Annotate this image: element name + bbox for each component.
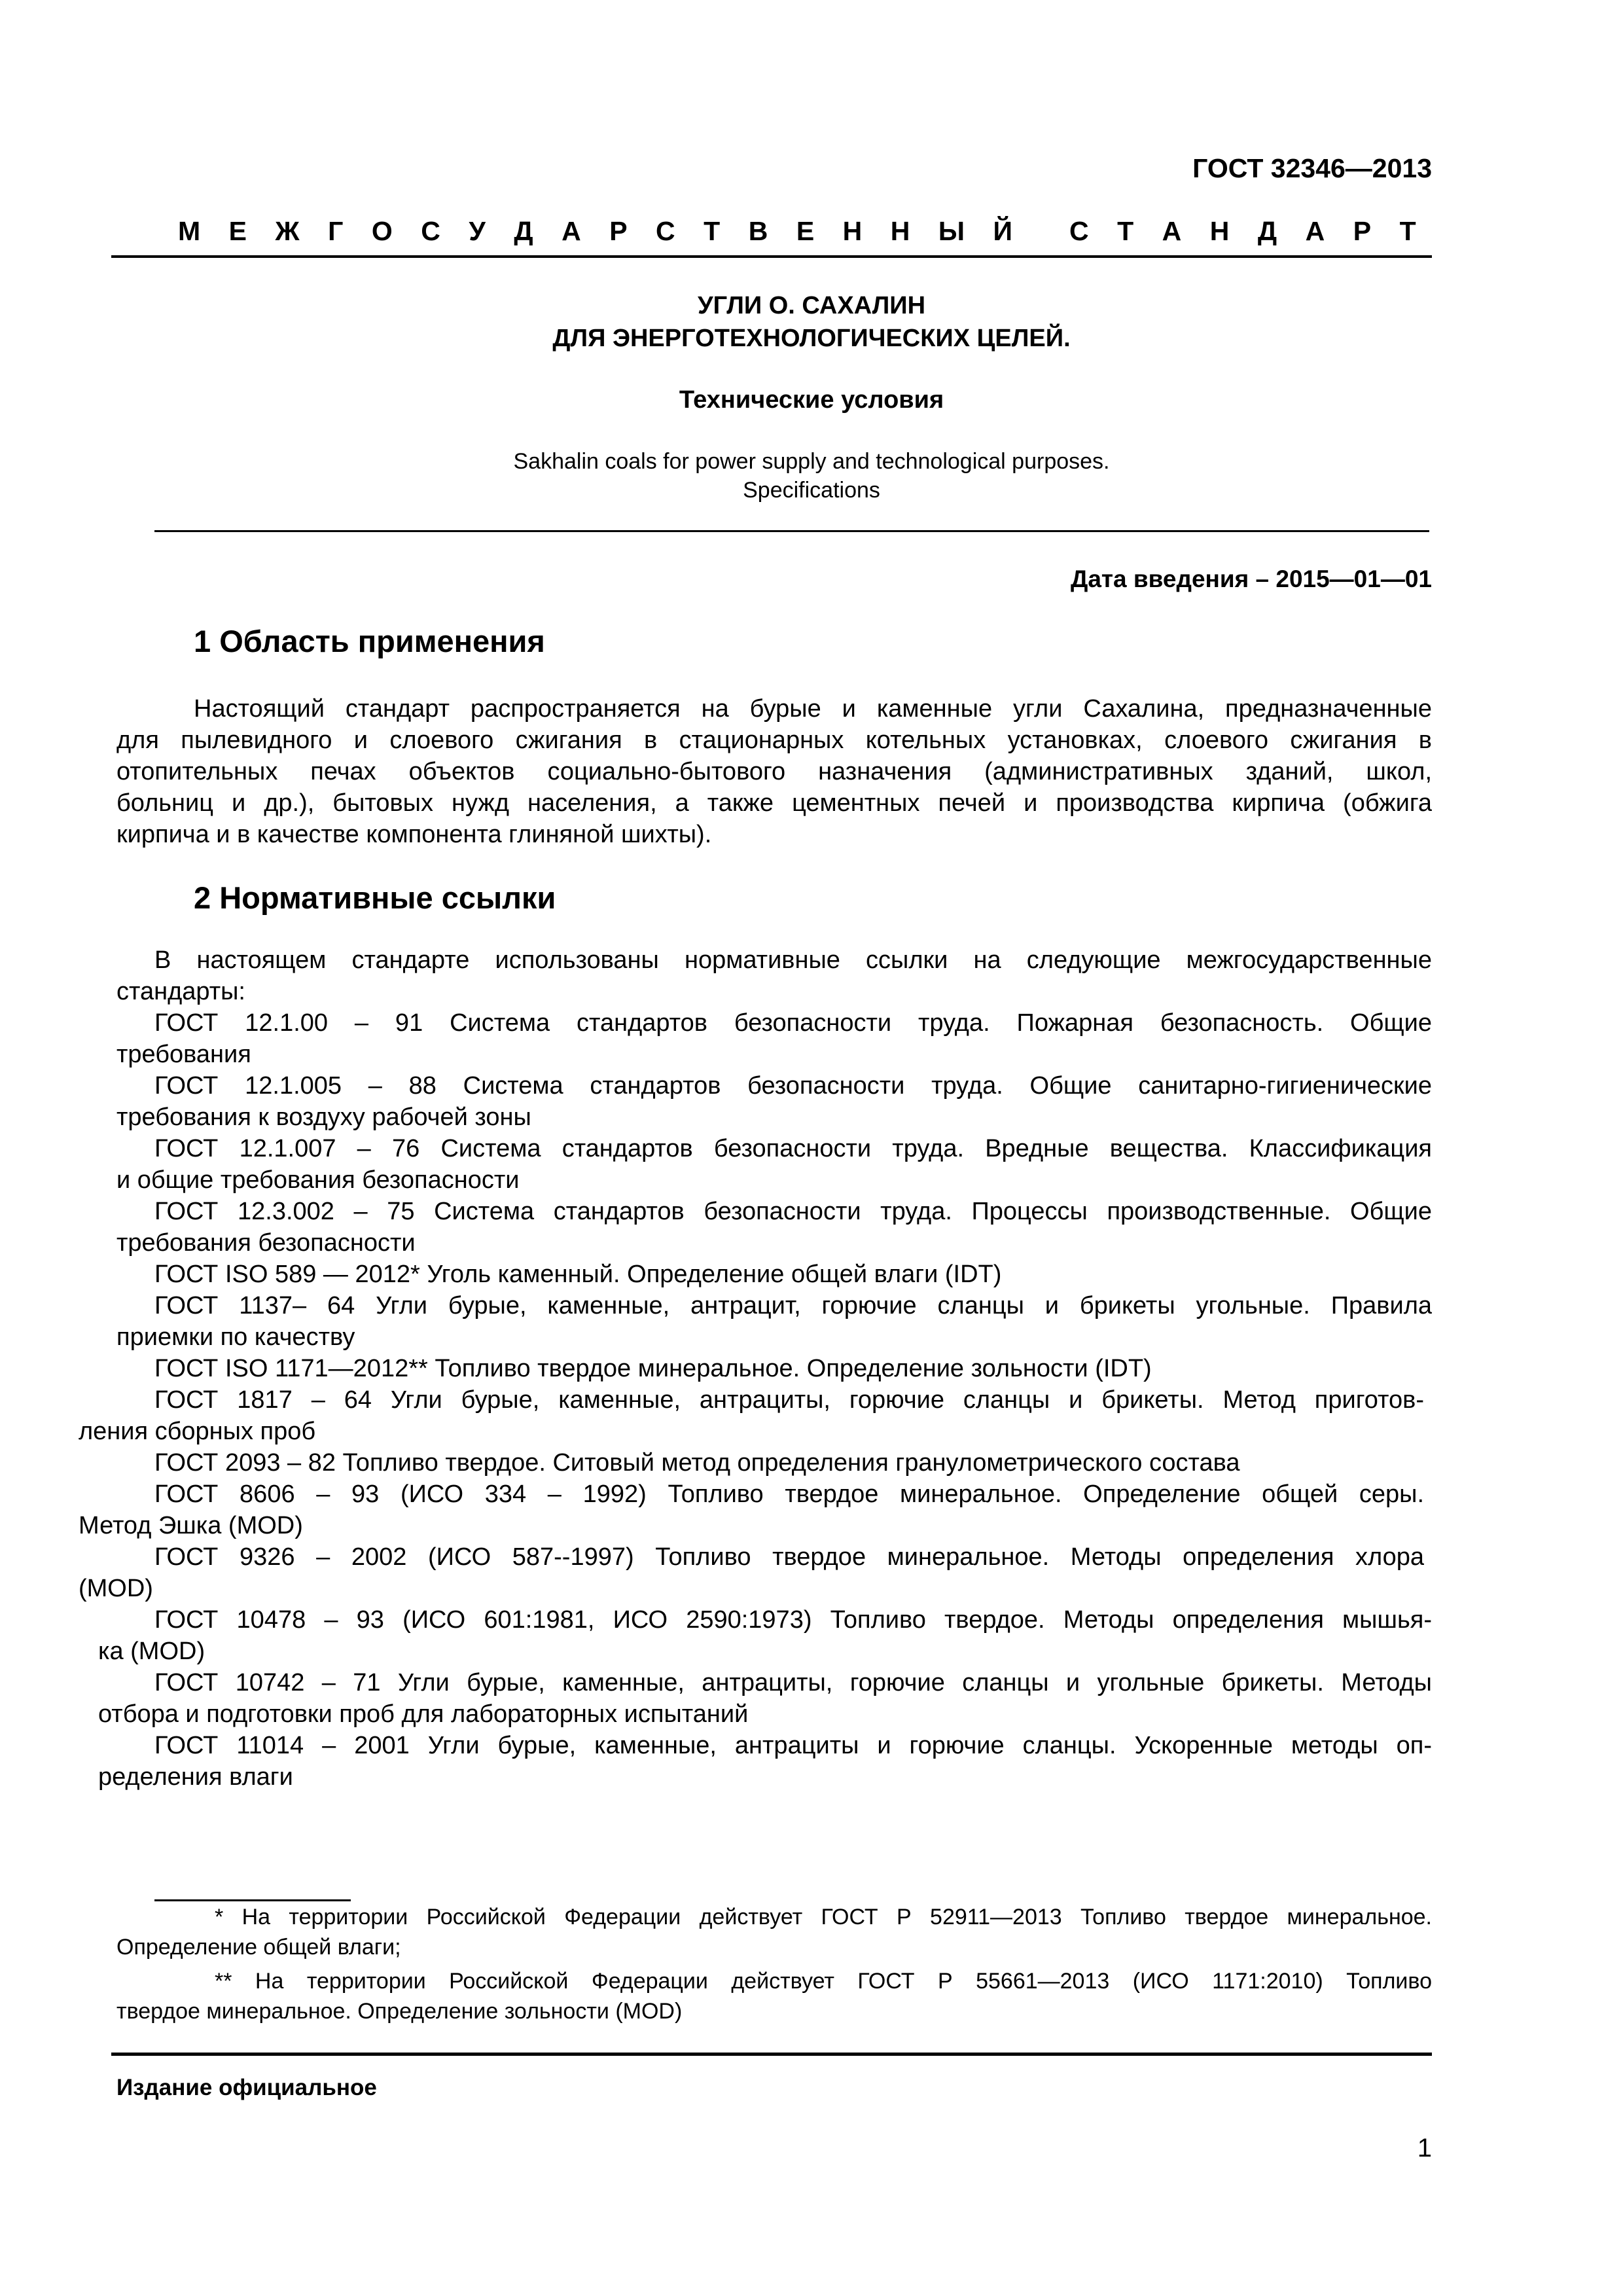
text-line: ГОСТ 2093 – 82 Топливо твердое. Ситовый метод определения гранулометрического состава — [154, 1449, 1240, 1477]
text-line: отопительных печах объектов социально-бытового назначения (административных зданий, школ, — [116, 758, 1432, 785]
document-number: ГОСТ 32346—2013 — [1192, 153, 1432, 183]
text-line: стандарты: — [116, 978, 245, 1005]
introduction-date: Дата введения – 2015—01—01 — [1070, 565, 1432, 592]
text-line: ГОСТ 12.1.007 – 76 Система стандартов безопасности труда. Вредные вещества. Классификация — [154, 1135, 1432, 1162]
text-line: для пылевидного и слоевого сжигания в стационарных котельных установках, слоевого сжигания в — [116, 726, 1432, 754]
official-edition-label: Издание официальное — [116, 2075, 377, 2100]
text-line: требования — [116, 1041, 251, 1068]
text-line: ГОСТ 1817 – 64 Угли бурые, каменные, антрациты, горючие сланцы и брикеты. Метод приготов- — [154, 1386, 1424, 1414]
text-line: ГОСТ 12.3.002 – 75 Система стандартов безопасности труда. Процессы производственные. Общие — [154, 1198, 1432, 1225]
title-subtitle: Технические условия — [679, 386, 944, 414]
text-line: приемки по качеству — [116, 1323, 355, 1351]
footnote-line: твердое минеральное. Определение зольности (MOD) — [116, 1999, 683, 2024]
page-number: 1 — [1417, 2134, 1432, 2162]
text-line: ГОСТ ISO 589 — 2012* Уголь каменный. Определение общей влаги (IDT) — [154, 1261, 1002, 1288]
text-line: ГОСТ 12.1.00 – 91 Система стандартов безопасности труда. Пожарная безопасность. Общие — [154, 1009, 1432, 1037]
text-line: ГОСТ 1137– 64 Угли бурые, каменные, антрацит, горючие сланцы и брикеты угольные. Правила — [154, 1292, 1432, 1319]
interstate-standard-banner: М Е Ж Г О С У Д А Р С Т В Е Н Н Ы Й С Т А Н Д А Р Т — [178, 216, 1416, 246]
footnote-separator — [154, 1899, 351, 1901]
footnote-line: Определение общей влаги; — [116, 1935, 401, 1960]
text-line: Настоящий стандарт распространяется на бурые и каменные угли Сахалина, предназначенные — [194, 695, 1432, 723]
text-line: ределения влаги — [98, 1763, 293, 1791]
footnote-line: ** На территории Российской Федерации действует ГОСТ Р 55661—2013 (ИСО 1171:2010) Топливо — [215, 1969, 1432, 1994]
text-line: В настоящем стандарте использованы нормативные ссылки на следующие межгосударственные — [154, 946, 1432, 974]
text-line: ка (MOD) — [98, 1638, 205, 1665]
text-line: ГОСТ 10478 – 93 (ИСО 601:1981, ИСО 2590:1973) Топливо твердое. Методы определения мышья- — [154, 1606, 1432, 1634]
text-line: Метод Эшка (MOD) — [79, 1512, 303, 1539]
text-line: ления сборных проб — [79, 1418, 316, 1445]
title-line-2: ДЛЯ ЭНЕРГОТЕХНОЛОГИЧЕСКИХ ЦЕЛЕЙ. — [552, 325, 1071, 352]
text-line: кирпича и в качестве компонента глиняной шихты). — [116, 821, 712, 848]
text-line: ГОСТ 9326 – 2002 (ИСО 587--1997) Топливо твердое минеральное. Методы определения хлора — [154, 1543, 1424, 1571]
text-line: ГОСТ 10742 – 71 Угли бурые, каменные, антрациты, горючие сланцы и угольные брикеты. Методы — [154, 1669, 1432, 1696]
text-line: ГОСТ 8606 – 93 (ИСО 334 – 1992) Топливо твердое минеральное. Определение общей серы. — [154, 1480, 1424, 1508]
text-line: ГОСТ ISO 1171—2012** Топливо твердое минеральное. Определение зольности (IDT) — [154, 1355, 1152, 1382]
text-line: ГОСТ 12.1.005 – 88 Система стандартов безопасности труда. Общие санитарно-гигиенические — [154, 1072, 1432, 1100]
title-rule — [154, 530, 1429, 532]
text-line: и общие требования безопасности — [116, 1166, 520, 1194]
english-title-line-1: Sakhalin coals for power supply and technological purposes. — [513, 449, 1110, 474]
text-line: отбора и подготовки проб для лабораторных испытаний — [98, 1700, 749, 1728]
text-line: требования к воздуху рабочей зоны — [116, 1103, 531, 1131]
footnote-line: * На территории Российской Федерации действует ГОСТ Р 52911—2013 Топливо твердое минеральное. — [215, 1905, 1432, 1929]
text-line: ГОСТ 11014 – 2001 Угли бурые, каменные, антрациты и горючие сланцы. Ускоренные методы оп- — [154, 1732, 1432, 1759]
section-2-heading: 2 Нормативные ссылки — [194, 880, 556, 915]
text-line: больниц и др.), бытовых нужд населения, а также цементных печей и производства кирпича (обжига — [116, 789, 1432, 817]
section-1-heading: 1 Область применения — [194, 624, 545, 658]
text-line: требования безопасности — [116, 1229, 416, 1257]
footer-rule — [111, 2053, 1432, 2056]
text-line: (MOD) — [79, 1575, 153, 1602]
header-rule — [111, 255, 1432, 258]
english-title-line-2: Specifications — [743, 478, 880, 503]
title-line-1: УГЛИ О. САХАЛИН — [697, 292, 926, 319]
